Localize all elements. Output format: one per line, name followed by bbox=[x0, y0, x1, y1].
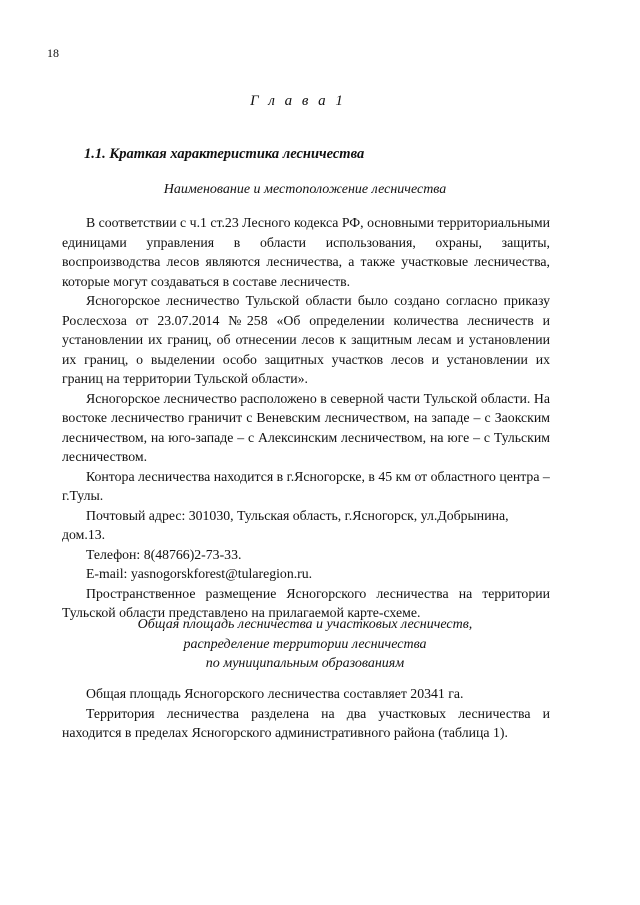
paragraph-phone: Телефон: 8(48766)2-73-33. bbox=[86, 546, 242, 562]
subheading-area-line-3: по муниципальным образованиям bbox=[205, 656, 405, 671]
subheading-location: Наименование и местоположение лесничества bbox=[163, 182, 447, 197]
paragraph-email: E-mail: yasnogorskforest@tularegion.ru. bbox=[86, 566, 313, 581]
paragraph-map-reference: Пространственное размещение Ясногорского лесничества на территории Тульской области представлено на прилагаемой карте-схеме. bbox=[62, 585, 550, 620]
section-title: 1.1. Краткая характеристика лесничества bbox=[84, 146, 365, 162]
paragraph-forest-code: В соответствии с ч.1 ст.23 Лесного кодекса РФ, основными территориальными единицами управления в области использования, охраны, защиты, воспроизводства лесов являются лесничества, а также участковые лесничества, которые могут создаваться в составе лесничеств. bbox=[62, 215, 551, 289]
paragraph-division: Территория лесничества разделена на два участковых лесничества и находится в пределах Ясногорского административного района (таблица 1). bbox=[62, 705, 550, 740]
body-text-area bbox=[62, 684, 550, 743]
subheading-area-line-2: распределение территории лесничества bbox=[183, 636, 427, 652]
subheading-area-line-1: Общая площадь лесничества и участковых лесничеств, bbox=[137, 617, 473, 632]
paragraph-postal-address: Почтовый адрес: 301030, Тульская область, г.Ясногорск, ул.Добрынина, дом.13. bbox=[62, 507, 509, 542]
page-number: 18 bbox=[47, 46, 59, 60]
paragraph-total-area: Общая площадь Ясногорского лесничества составляет 20341 га. bbox=[86, 686, 464, 701]
paragraph-office-location: Контора лесничества находится в г.Ясногорске, в 45 км от областного центра – г.Тулы. bbox=[62, 468, 550, 503]
body-text-location bbox=[62, 213, 550, 623]
subheading-area bbox=[60, 615, 550, 674]
paragraph-borders: Ясногорское лесничество расположено в северной части Тульской области. На востоке лесничество граничит с Веневским лесничеством, на западе – с Заокским лесничеством, на юго-западе – с Алексинским лесничеством, на юге – с Тульским лесничеством. bbox=[62, 390, 550, 464]
paragraph-creation-order: Ясногорское лесничество Тульской области было создано согласно приказу Рослесхоза от 23.07.2014 №258 «Об определении количества лесничеств и установлении их границ, об отнесении лесов к защитным лесам и установлении их границ, о выделении особо защитных участков лесов и установлении их границ на территории Тульской области». bbox=[62, 293, 550, 386]
chapter-heading: Г л а в а 1 bbox=[250, 93, 346, 109]
